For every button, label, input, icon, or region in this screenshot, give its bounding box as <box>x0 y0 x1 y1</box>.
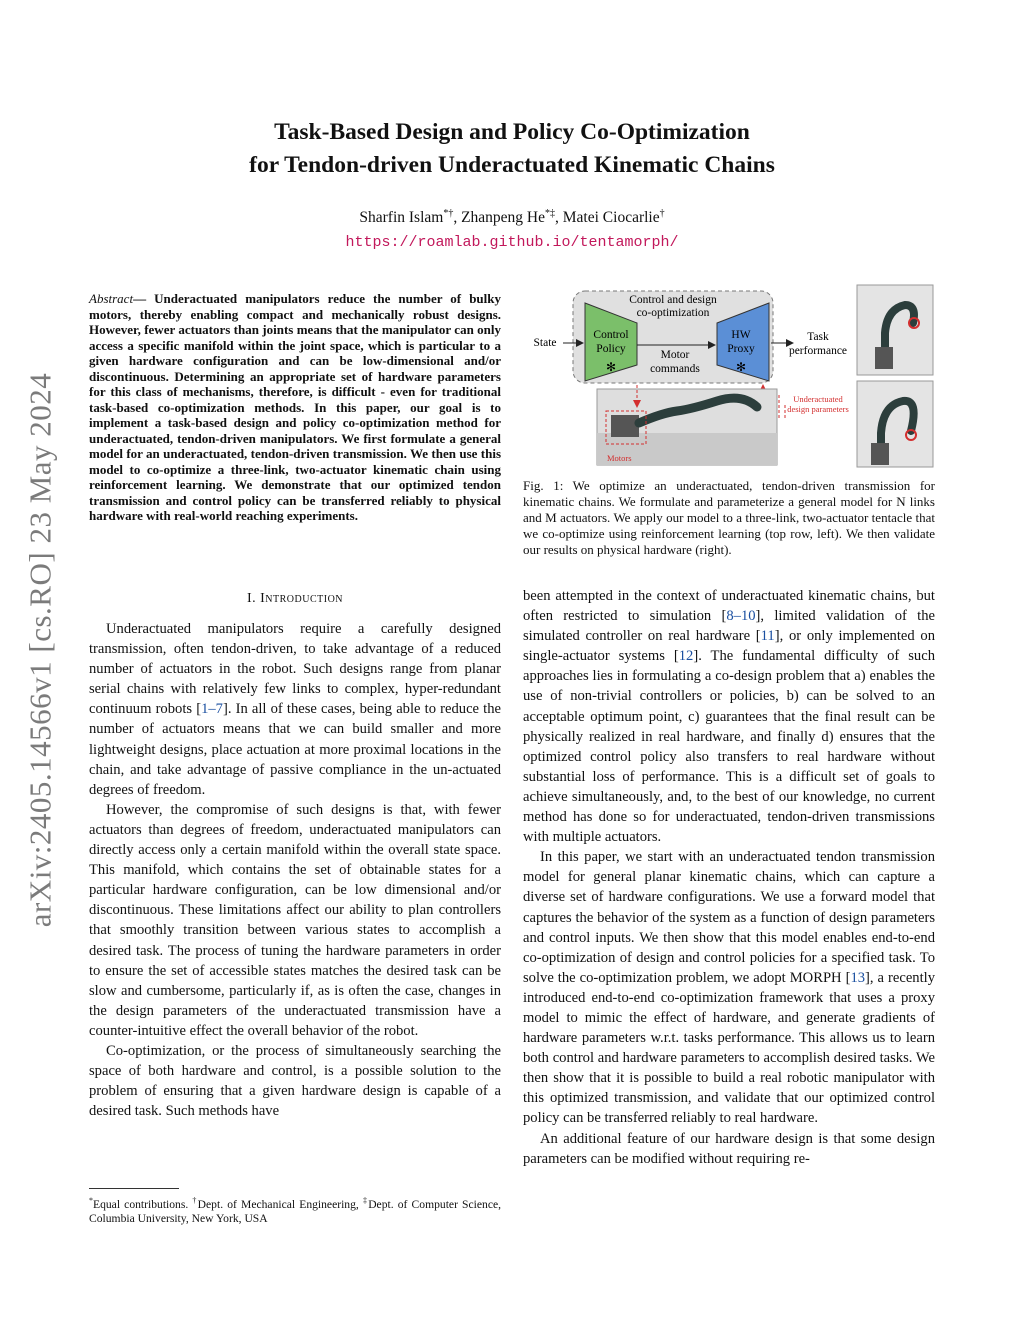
motor-housing <box>611 415 639 437</box>
motor-housing <box>871 443 889 465</box>
abstract <box>89 291 501 524</box>
citation-link[interactable]: 12 <box>678 648 694 665</box>
footnote-mark: † <box>192 1196 198 1205</box>
state-label: State <box>533 337 557 349</box>
title-line-2: for Tendon-driven Underactuated Kinematic Chains <box>249 152 775 178</box>
title-line-1: Task-Based Design and Policy Co-Optimization <box>274 119 750 145</box>
caption-label: Fig. 1: <box>523 478 564 493</box>
footnote <box>89 1194 501 1227</box>
right-paragraph-1 <box>523 586 935 847</box>
abstract-text: — Underactuated manipulators reduce the number of bulky motors, thereby enabling compact and mechanically robust designs. However, fewer actuators than joints means that the manipulator can only access a specific manifold within the joint space, which is particular to a given hardware configuration and can be low-dimensional and/or discontinuous. Determining an appropriate set of hardware parameters for this class of mechanisms, therefore, is difficult - even for traditional task-based co-optimization methods. In this paper, our goal is to implement a task-based design and policy co-optimization method for underactuated, tendon-driven manipulators. We first formulate a general model for an underactuated, tendon-driven transmission. We then use this model to co-optimize a three-link, two-actuator kinematic chain using reinforcement learning. We demonstrate that our optimized tendon transmission and control policy can be transferred reliably to physical hardware with real-world reaching experiments. <box>89 291 501 523</box>
section-heading <box>89 591 501 607</box>
author-3-marks: † <box>659 208 665 219</box>
footnote-mark: ‡ <box>362 1196 369 1205</box>
arxiv-stamp <box>10 340 70 960</box>
underactuated-label-2: design parameters <box>787 404 849 414</box>
figure-1 <box>527 283 937 470</box>
hw-label-1: HW <box>731 329 751 341</box>
section-name: Introduction <box>260 591 344 606</box>
robot-photo-bottom-right <box>857 381 933 467</box>
author-3: Matei Ciocarlie <box>562 209 660 227</box>
text-run: ], limited validation of the simulated controller on real hardware [ <box>523 608 935 645</box>
hw-label-2: Proxy <box>727 343 755 355</box>
citation-link[interactable]: 11 <box>760 628 775 645</box>
motor-label-1: Motor <box>660 349 690 361</box>
task-label-1: Task <box>807 331 829 343</box>
author-2: Zhanpeng He <box>461 209 546 227</box>
citation-link[interactable]: 13 <box>850 969 866 986</box>
citation-link[interactable]: 1–7 <box>201 701 223 718</box>
right-paragraph-3: An additional feature of our hardware design is that some design parameters can be modified without requiring re- <box>523 1130 935 1167</box>
co-opt-label-2: co-optimization <box>636 307 710 319</box>
robot-photo-top-right <box>857 285 933 375</box>
intro-paragraph-2: However, the compromise of such designs is that, with fewer actuators than degrees of freedom, underactuated manipulators can directly access only a certain manifold within the overall state space. This manifold, which contains the set of obtainable states for a particular hardware configuration, can be low dimensional and/or discontinuous. These limitations affect our ability to plan controllers that smoothly transition between various states to accomplish a desired task. The process of tuning the hardware parameters in order to ensure the set of accessible states matches the desired task can be slow and cumbersome, particularly if, as is often the case, changes in the design parameters of the underactuated transmission have a counter-intuitive effect the overall behavior of the robot. <box>89 801 501 1039</box>
section-number: I. <box>246 591 257 606</box>
task-label-2: performance <box>788 345 848 357</box>
right-paragraph-2 <box>523 847 935 1128</box>
abstract-lead: Abstract <box>89 291 134 306</box>
control-label-2: Policy <box>596 343 626 355</box>
author-1-marks: *† <box>443 208 454 219</box>
motor-label-2: commands <box>650 363 700 375</box>
author-2-marks: *‡ <box>545 208 556 219</box>
footnote-mark: * <box>89 1196 93 1205</box>
author-list: Sharfin Islam*†, Zhanpeng He*‡, Matei Ciocarlie† <box>359 208 665 227</box>
left-column <box>89 619 501 1121</box>
intro-paragraph-3: Co-optimization, or the process of simultaneously searching the space of both hardware and control, is a possible solution to the problem of ensuring that a given hardware design is capable of a desired task. Such methods have <box>89 1042 501 1120</box>
text-run: ]. In all of these cases, being able to reduce the number of actuators means that we can build smaller and more lightweight designs, place actuation at more proximal locations in the chain, and take advantage of passive compliance in the un-actuated degrees of freedom. <box>89 701 501 798</box>
motor-housing <box>875 347 893 369</box>
author-1: Sharfin Islam <box>359 209 444 227</box>
figure-diagram <box>527 283 937 470</box>
footnote-text: Equal contributions. <box>93 1197 193 1211</box>
intro-paragraph-1 <box>89 619 501 800</box>
underactuated-label-1: Underactuated <box>793 394 843 404</box>
arxiv-id: arXiv:2405.14566v1 [cs.RO] 23 May 2024 <box>22 372 57 928</box>
text-run: been attempted in the context of underactuated kinematic chains, but often restricted to simulation [ <box>523 588 935 625</box>
co-opt-label-1: Control and design <box>629 294 717 306</box>
motors-label: Motors <box>607 453 632 463</box>
footnote-text: Dept. of Mechanical Engineering, <box>197 1197 363 1211</box>
footnote-divider <box>89 1188 179 1189</box>
network-icon: ✻ <box>605 360 617 374</box>
text-run: ]. The fundamental difficulty of such approaches lies in formulating a co-design problem that a) enables the use of non-trivial controllers or policies, b) can be solved to an acceptable optimum point, c) guarantees that the final result can be physically realized in real hardware, and finally d) ensures that the optimized control policy also transfers to real hardware without substantial loss of performance. This is a difficult set of goals to achieve simultaneously, and, to the best of our knowledge, no current method has done so for underactuated, tendon-driven transmissions with multiple actuators. <box>523 648 935 846</box>
text-run: In this paper, we start with an underactuated tendon transmission model for general planar kinematic chains, which can capture a diverse set of hardware configurations. We use a forward model that captures the behavior of the system as a function of design parameters and control inputs. We then show that this model enables end-to-end co-optimization of design and control policies for a specified task. To solve the co-optimization problem, we adopt MORPH [ <box>523 849 935 986</box>
right-column <box>523 586 935 1169</box>
text-run: Underactuated manipulators require a carefully designed transmission, often tendon-driven, to take advantage of a reduced number of actuators in the robot. Such designs range from planar serial chains with relatively few links to complex, hyper-redundant continuum robots [ <box>89 621 501 718</box>
project-url[interactable]: https://roamlab.github.io/tentamorph/ <box>345 234 679 251</box>
figure-caption <box>523 478 935 558</box>
paper-title <box>120 116 904 182</box>
footnote-text: Dept. of Computer Science, Columbia University, New York, USA <box>89 1197 502 1226</box>
caption-text: We optimize an underactuated, tendon-driven transmission for kinematic chains. We formulate and parameterize a general model for N links and M actuators. We apply our model to a three-link, two-actuator tentacle that we co-optimize using reinforcement learning (top row, left). We then validate our results on physical hardware (right). <box>523 478 935 557</box>
text-run: ], or only implemented on single-actuator systems [ <box>523 628 935 665</box>
network-icon: ✻ <box>735 360 747 374</box>
citation-link[interactable]: 8–10 <box>726 608 756 625</box>
control-label-1: Control <box>593 329 629 341</box>
text-run: ], a recently introduced end-to-end co-optimization framework that uses a proxy model to mimic the effect of hardware, and generate gradients of hardware parameters w.r.t. tasks performance. This allows us to learn both control and hardware parameters to accomplish desired tasks. We then show that it is possible to build a real robotic manipulator with this optimized transmission, and validate that our optimized control policy can be transferred reliably to real hardware. <box>523 969 936 1127</box>
